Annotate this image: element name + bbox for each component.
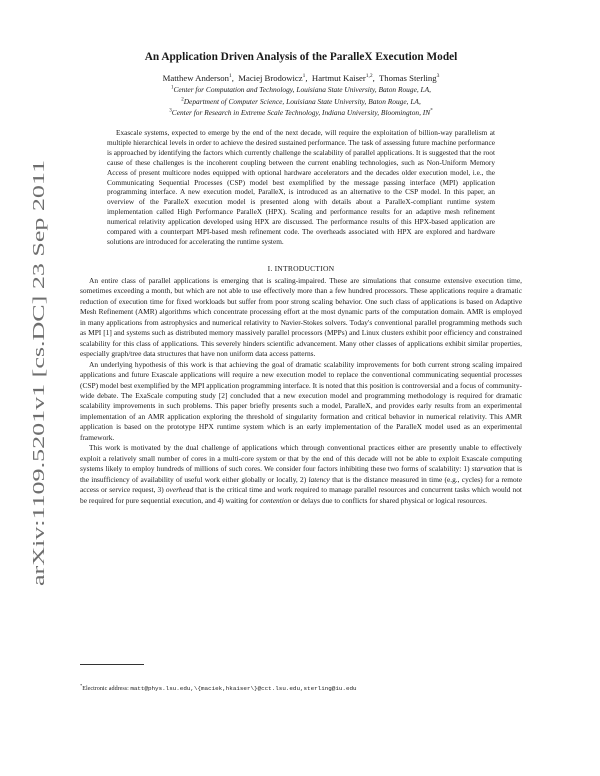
affiliation-text: Center for Research in Extreme Scale Technology, Indiana University, Bloomington, IN xyxy=(171,108,431,117)
paper-title: An Application Driven Analysis of the ParalleX Execution Model xyxy=(144,51,458,63)
affiliation xyxy=(80,97,522,106)
author-affil-mark: 3 xyxy=(436,73,440,80)
body-paragraph xyxy=(80,443,522,506)
body-text: or delays due to conflicts for shared physical or logical resources. xyxy=(293,495,488,505)
body-paragraph: An underlying hypothesis of this work is that achieving the goal of dramatic scalability improvements for both current strong scaling impaired applications and future Exascale applications will require a new execution model to replace the conventional communicating sequential processes (CSP) model best exemplified by the MPI application programming interface. It is noted that this position is controversial and a focus of community-wide debate. The ExaScale computing study [2] concluded that a new execution model and programming methodology is required for dramatic scalability improvements in such problems. This paper briefly presents such a model, ParalleX, and provides early results from an experimental implementation of an AMR application exploring the threshold of singularity formation and critical behavior in numerical relativity. This AMR application is based on the prototype HPX runtime system which is an early implementation of the ParalleX model used as an experimental framework. xyxy=(80,359,522,442)
body-text: that is the insufficiency of availability of useful work either globally or locally, 2) xyxy=(80,464,522,484)
author-affil-mark: 1 xyxy=(228,73,232,80)
introduction-body xyxy=(80,276,522,506)
term-latency: latency xyxy=(308,474,330,484)
arxiv-stamp xyxy=(19,158,55,588)
footnote-rule xyxy=(80,664,144,665)
author-name: Maciej Brodowicz xyxy=(238,73,303,83)
arxiv-stamp-text: arXiv:1109.5201v1 [cs.DC] 23 Sep 2011 xyxy=(29,304,48,586)
author-name: Hartmut Kaiser xyxy=(311,73,366,83)
footnote-marker: * xyxy=(80,683,83,688)
term-overhead: overhead xyxy=(165,485,194,495)
author-list: Matthew Anderson$^1$, Maciej Brodowicz$^1$, Hartmut Kaiser$^{1,2}$, Thomas Sterling$^3$ xyxy=(162,73,440,83)
affiliation-text: Center for Computation and Technology, Louisiana State University, Baton Rouge, LA, xyxy=(173,85,432,94)
affiliation-mark: 1 xyxy=(170,85,174,91)
author-name: Matthew Anderson xyxy=(162,73,229,83)
affiliation-mark: 2 xyxy=(181,97,184,103)
affiliation-text: Department of Computer Science, Louisiana State University, Baton Rouge, LA, xyxy=(183,97,421,106)
body-text: This work is motivated by the dual challenge of applications which through conventional practices either are presently unable to effectively exploit a relatively small number of cores in a multi-core system or that by the end of this decade will not be able to exploit Exascale computing systems likely to employ hundreds of millions of such cores. We consider four factors inhibiting these two forms of scalability: 1) xyxy=(80,443,522,474)
footnote-marker: * xyxy=(430,108,433,114)
footnote xyxy=(80,683,522,692)
abstract-paragraph: Exascale systems, expected to emerge by the end of the next decade, will require the exploitation of billion-way parallelism at multiple hierarchical levels in order to achieve the desired sustained performance. The task of assessing future machine performance is approached by identifying the factors which currently challenge the scalability of parallel applications. It is suggested that the root cause of these challenges is the incoherent coupling between the current enabling technologies, such as Non-Uniform Memory Access of present multicore nodes equipped with optional hardware accelerators and the decades older execution model, i.e., the Communicating Sequential Processes (CSP) model best exemplified by the message passing interface (MPI) application programming interface. A new execution model, ParalleX, is introduced as an alternative to the CSP model. In this paper, an overview of the ParalleX execution model is presented along with details about a ParalleX-compliant runtime system implementation called High Performance ParalleX (HPX). Scaling and performance results for an adaptive mesh refinement numerical relativity application developed using HPX are discussed. The performance results of this HPX-based application are compared with a counterpart MPI-based mesh refinement code. The overheads associated with HPX are explored and hardware solutions are introduced for accelerating the runtime system. xyxy=(107,128,495,246)
author-affil-mark: 1,2 xyxy=(365,73,373,80)
author-name: Thomas Sterling xyxy=(378,73,437,83)
body-paragraph: An entire class of parallel applications is emerging that is scaling-impaired. These are simulations that consume extensive execution time, sometimes exceeding a month, but which are not able to use effectively more than a few hundred processors. These applications require a dramatic reduction of execution time for fixed workloads but suffer from poor strong scaling behavior. One such class of applications is based on Adaptive Mesh Refinement (AMR) algorithms which concentrate processing effort at the most dynamic parts of the computation domain. AMR is employed in many applications from astrophysics and numerical relativity to Navier-Stokes solvers. Today's conventional parallel programming methods such as MPI [1] and systems such as distributed memory massively parallel processors (MPPs) and Linux clusters exhibit poor efficiency and constrained scalability for this class of applications. This severely hinders scientific advancement. Many other classes of applications exhibit similar properties, especially graph/tree data structures that have non uniform data access patterns. xyxy=(80,276,522,359)
term-starvation: starvation xyxy=(471,464,502,474)
abstract xyxy=(107,128,495,247)
affiliation xyxy=(80,85,522,94)
body-text: that is the distance measured in time (e.g., cycles) for a remote access or service request, 3) xyxy=(80,474,522,495)
body-text: that is the critical time and work required to manage parallel resources and concurrent tasks which would not be required for pure sequential execution, and 4) waiting for xyxy=(80,485,522,505)
affiliation xyxy=(80,108,522,117)
section-heading-introduction: I. INTRODUCTION xyxy=(267,264,335,273)
author-affil-mark: 1 xyxy=(302,73,306,80)
term-contention: contention xyxy=(260,495,292,505)
footnote-emails: matt@phys.lsu.edu,\{maciek,hkaiser\}@cct.lsu.edu,sterling@iu.edu xyxy=(130,685,357,693)
affiliation-mark: 3 xyxy=(169,108,172,114)
footnote-label: Electronic address: xyxy=(82,686,129,693)
